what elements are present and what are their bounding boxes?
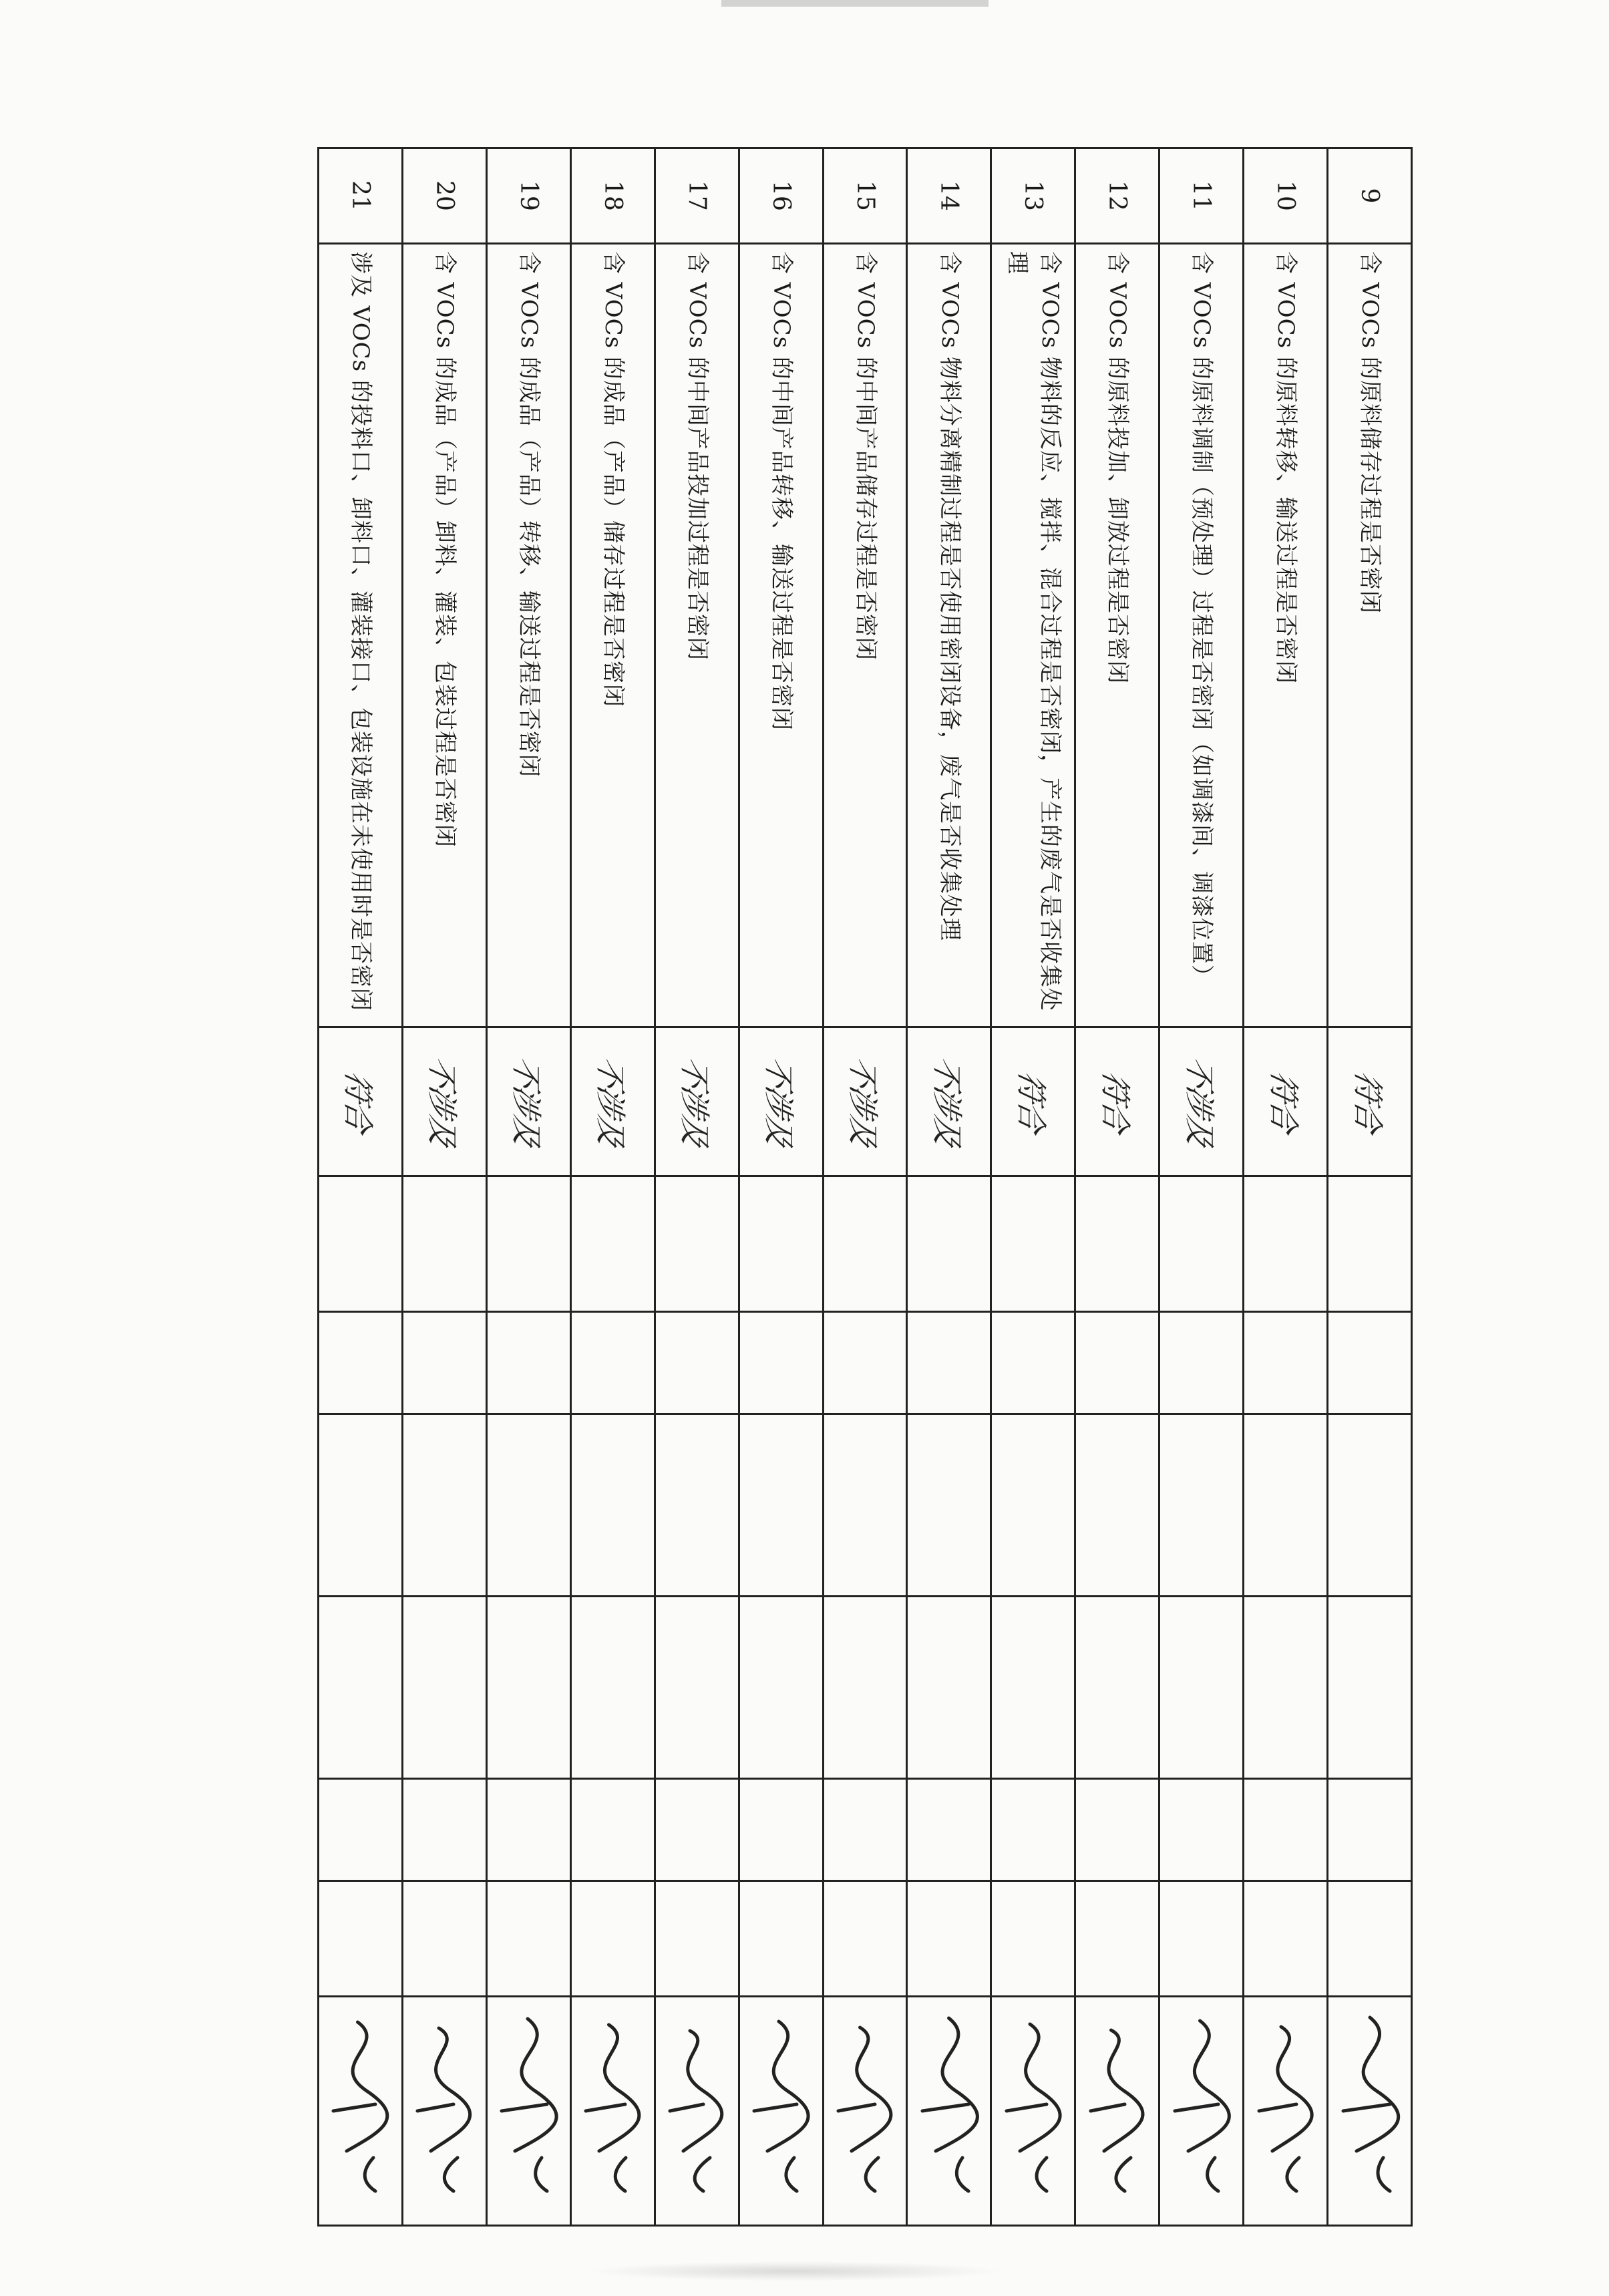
table-row [907, 148, 991, 2226]
handwritten-result: 符合 [1097, 1068, 1133, 1135]
table-row [1244, 148, 1328, 2226]
check-item: 含 VOCs 的原料储存过程是否密闭 [1328, 244, 1412, 1027]
empty-cell [991, 1881, 1075, 1997]
handwritten-result: 不涉及 [1181, 1053, 1218, 1150]
check-item: 含 VOCs 的原料投加、卸放过程是否密闭 [1075, 244, 1159, 1027]
empty-cell [1328, 1414, 1412, 1597]
scan-artifact-bottom [588, 2261, 1002, 2281]
row-number: 15 [823, 148, 907, 244]
signature-cell [1075, 1997, 1159, 2226]
table-row [823, 148, 907, 2226]
handwritten-result: 不涉及 [928, 1053, 965, 1150]
empty-cell [1328, 1176, 1412, 1312]
empty-cell [319, 1779, 403, 1881]
signature-cell [1159, 1997, 1244, 2226]
empty-cell [319, 1414, 403, 1597]
empty-cell [486, 1312, 570, 1414]
handwritten-signature [1077, 2004, 1157, 2204]
result-cell [402, 1027, 486, 1176]
handwritten-result: 不涉及 [761, 1053, 797, 1150]
handwritten-signature [488, 2004, 568, 2204]
empty-cell [1075, 1312, 1159, 1414]
empty-cell [823, 1597, 907, 1779]
row-number: 21 [319, 148, 403, 244]
empty-cell [823, 1312, 907, 1414]
table-row [402, 148, 486, 2226]
check-item: 含 VOCs 的成品（产品）卸料、灌装、包装过程是否密闭 [402, 244, 486, 1027]
handwritten-signature [1330, 2004, 1410, 2204]
inspection-table-sheet [317, 147, 1413, 2071]
empty-cell [570, 1881, 655, 1997]
check-item: 含 VOCs 的中间产品转移、输送过程是否密闭 [739, 244, 823, 1027]
empty-cell [1159, 1597, 1244, 1779]
empty-cell [570, 1597, 655, 1779]
inspection-table [317, 147, 1413, 2227]
handwritten-result: 不涉及 [845, 1053, 882, 1150]
empty-cell [570, 1414, 655, 1597]
empty-cell [991, 1176, 1075, 1312]
row-number: 20 [402, 148, 486, 244]
handwritten-result: 符合 [340, 1068, 377, 1135]
check-item: 含 VOCs 物料分离精制过程是否使用密闭设备，废气是否收集处理 [907, 244, 991, 1027]
table-row [1159, 148, 1244, 2226]
empty-cell [486, 1881, 570, 1997]
handwritten-result: 不涉及 [592, 1053, 629, 1150]
empty-cell [570, 1176, 655, 1312]
row-number: 9 [1328, 148, 1412, 244]
empty-cell [486, 1176, 570, 1312]
empty-cell [991, 1312, 1075, 1414]
empty-cell [907, 1881, 991, 1997]
check-item: 含 VOCs 的中间产品投加过程是否密闭 [655, 244, 739, 1027]
empty-cell [402, 1414, 486, 1597]
handwritten-signature [825, 2004, 905, 2204]
table-row [739, 148, 823, 2226]
signature-cell [1244, 1997, 1328, 2226]
handwritten-signature [572, 2004, 653, 2204]
handwritten-signature [320, 2004, 400, 2204]
handwritten-result: 符合 [1013, 1068, 1049, 1135]
handwritten-signature [657, 2004, 737, 2204]
signature-cell [907, 1997, 991, 2226]
table-row [486, 148, 570, 2226]
result-cell [570, 1027, 655, 1176]
empty-cell [1328, 1881, 1412, 1997]
signature-cell [655, 1997, 739, 2226]
result-cell [655, 1027, 739, 1176]
empty-cell [739, 1881, 823, 1997]
empty-cell [739, 1597, 823, 1779]
result-cell [319, 1027, 403, 1176]
empty-cell [1244, 1176, 1328, 1312]
empty-cell [655, 1597, 739, 1779]
row-number: 14 [907, 148, 991, 244]
empty-cell [1244, 1414, 1328, 1597]
result-cell [1159, 1027, 1244, 1176]
empty-cell [319, 1312, 403, 1414]
row-number: 16 [739, 148, 823, 244]
table-row [655, 148, 739, 2226]
empty-cell [319, 1881, 403, 1997]
result-cell [739, 1027, 823, 1176]
signature-cell [991, 1997, 1075, 2226]
empty-cell [1159, 1414, 1244, 1597]
row-number: 11 [1159, 148, 1244, 244]
empty-cell [570, 1312, 655, 1414]
empty-cell [907, 1597, 991, 1779]
handwritten-result: 不涉及 [508, 1053, 545, 1150]
handwritten-signature [993, 2004, 1073, 2204]
check-item: 含 VOCs 的原料调制（预处理）过程是否密闭（如调漆间、调漆位置） [1159, 244, 1244, 1027]
check-item: 涉及 VOCs 的投料口、卸料口、灌装接口、包装设施在未使用时是否密闭 [319, 244, 403, 1027]
empty-cell [1075, 1414, 1159, 1597]
check-item: 含 VOCs 的成品（产品）转移、输送过程是否密闭 [486, 244, 570, 1027]
empty-cell [1075, 1176, 1159, 1312]
empty-cell [486, 1414, 570, 1597]
empty-cell [823, 1779, 907, 1881]
handwritten-result: 不涉及 [424, 1053, 461, 1150]
table-row [1075, 148, 1159, 2226]
empty-cell [1244, 1597, 1328, 1779]
result-cell [1244, 1027, 1328, 1176]
empty-cell [402, 1176, 486, 1312]
empty-cell [1244, 1312, 1328, 1414]
result-cell [907, 1027, 991, 1176]
empty-cell [570, 1779, 655, 1881]
signature-cell [486, 1997, 570, 2226]
result-cell [486, 1027, 570, 1176]
signature-cell [319, 1997, 403, 2226]
empty-cell [907, 1312, 991, 1414]
handwritten-result: 符合 [1265, 1068, 1302, 1135]
empty-cell [1075, 1881, 1159, 1997]
empty-cell [1159, 1881, 1244, 1997]
signature-cell [402, 1997, 486, 2226]
empty-cell [823, 1881, 907, 1997]
empty-cell [1075, 1597, 1159, 1779]
result-cell [1328, 1027, 1412, 1176]
row-number: 10 [1244, 148, 1328, 244]
signature-cell [739, 1997, 823, 2226]
empty-cell [907, 1176, 991, 1312]
empty-cell [739, 1779, 823, 1881]
empty-cell [1328, 1597, 1412, 1779]
check-item: 含 VOCs 的原料转移、输送过程是否密闭 [1244, 244, 1328, 1027]
handwritten-signature [909, 2004, 989, 2204]
empty-cell [486, 1597, 570, 1779]
empty-cell [739, 1176, 823, 1312]
row-number: 13 [991, 148, 1075, 244]
handwritten-signature [741, 2004, 821, 2204]
empty-cell [1159, 1176, 1244, 1312]
row-number: 17 [655, 148, 739, 244]
empty-cell [655, 1779, 739, 1881]
empty-cell [991, 1779, 1075, 1881]
scan-artifact-top [721, 0, 989, 7]
empty-cell [823, 1176, 907, 1312]
empty-cell [319, 1176, 403, 1312]
empty-cell [1159, 1779, 1244, 1881]
empty-cell [402, 1597, 486, 1779]
empty-cell [991, 1414, 1075, 1597]
empty-cell [655, 1176, 739, 1312]
empty-cell [1328, 1779, 1412, 1881]
empty-cell [655, 1414, 739, 1597]
empty-cell [1244, 1881, 1328, 1997]
empty-cell [1328, 1312, 1412, 1414]
empty-cell [655, 1312, 739, 1414]
row-number: 12 [1075, 148, 1159, 244]
table-row [319, 148, 403, 2226]
check-item: 含 VOCs 的成品（产品）储存过程是否密闭 [570, 244, 655, 1027]
signature-cell [1328, 1997, 1412, 2226]
signature-cell [570, 1997, 655, 2226]
handwritten-result: 符合 [1349, 1068, 1386, 1135]
empty-cell [739, 1414, 823, 1597]
handwritten-result: 不涉及 [677, 1053, 713, 1150]
row-number: 18 [570, 148, 655, 244]
handwritten-signature [1246, 2004, 1326, 2204]
check-item: 含 VOCs 的中间产品储存过程是否密闭 [823, 244, 907, 1027]
table-row [1328, 148, 1412, 2226]
signature-cell [823, 1997, 907, 2226]
empty-cell [319, 1597, 403, 1779]
result-cell [991, 1027, 1075, 1176]
empty-cell [1159, 1312, 1244, 1414]
empty-cell [486, 1779, 570, 1881]
empty-cell [655, 1881, 739, 1997]
empty-cell [823, 1414, 907, 1597]
table-row [991, 148, 1075, 2226]
check-item: 含 VOCs 物料的反应、搅拌、混合过程是否密闭，产生的废气是否收集处理 [991, 244, 1075, 1027]
empty-cell [1075, 1779, 1159, 1881]
empty-cell [402, 1881, 486, 1997]
empty-cell [739, 1312, 823, 1414]
empty-cell [991, 1597, 1075, 1779]
empty-cell [907, 1414, 991, 1597]
row-number: 19 [486, 148, 570, 244]
empty-cell [907, 1779, 991, 1881]
empty-cell [1244, 1779, 1328, 1881]
table-row [570, 148, 655, 2226]
handwritten-signature [404, 2004, 484, 2204]
empty-cell [402, 1312, 486, 1414]
handwritten-signature [1161, 2004, 1242, 2204]
empty-cell [402, 1779, 486, 1881]
result-cell [823, 1027, 907, 1176]
result-cell [1075, 1027, 1159, 1176]
